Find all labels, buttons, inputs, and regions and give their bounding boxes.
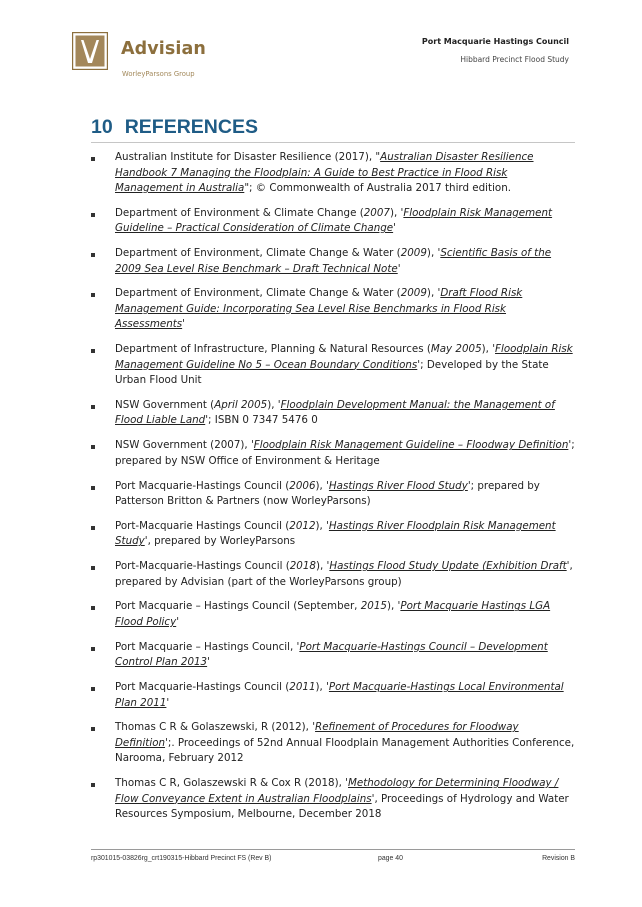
header-client: Port Macquarie Hastings Council: [421, 37, 569, 46]
reference-title: Australian Disaster Resilience Handbook 7 Managing the Floodplain: A Guide to Best Practice in Flood Risk Management in Australia: [115, 151, 534, 194]
reference-title: Hastings River Flood Study: [328, 479, 468, 492]
reference-title-close: ';: [568, 439, 575, 452]
reference-title: Floodplain Risk Management Guideline – Floodway Definition: [253, 439, 569, 452]
reference-title: Port Macquarie-Hastings Council – Development Control Plan 2013: [115, 640, 548, 669]
reference-details: Proceedings of 52nd Annual Floodplain Management Authorities Conference, Narooma, February 2012: [115, 736, 575, 765]
reference-date: 2012: [289, 519, 316, 532]
reference-prefix: Port Macquarie – Hastings Council (September,: [115, 600, 361, 613]
reference-details: ISBN 0 7347 5476 0: [211, 414, 318, 427]
reference-prefix: Port Macquarie-Hastings Council (: [115, 479, 290, 492]
reference-prefix: Port Macquarie – Hastings Council, ': [115, 640, 300, 653]
reference-separator: ), ': [315, 681, 329, 694]
section-number: 10: [91, 116, 113, 138]
reference-title: Hastings Flood Study Update (Exhibition Draft: [329, 560, 567, 573]
bullet-icon: [91, 293, 95, 297]
reference-title-close: ': [397, 262, 401, 275]
reference-details: Proceedings of Hydrology and Water Resources Symposium, Melbourne, December 2018: [115, 792, 569, 821]
bullet-icon: [91, 647, 95, 651]
reference-item: [91, 206, 578, 237]
reference-title-close: ',: [371, 792, 378, 805]
reference-title: Scientific Basis of the 2009 Sea Level Rise Benchmark – Draft Technical Note: [115, 247, 552, 275]
reference-prefix: Department of Environment, Climate Change & Water (: [115, 287, 401, 300]
reference-separator: ), ': [315, 479, 329, 492]
reference-separator: ), ': [386, 600, 401, 613]
reference-date: 2015: [360, 600, 387, 613]
bullet-icon: [91, 405, 95, 409]
reference-title-close: ': [207, 656, 210, 669]
bullet-icon: [91, 253, 95, 257]
advisian-logo: [72, 32, 212, 82]
reference-separator: ), ': [315, 560, 330, 573]
bullet-icon: [91, 486, 95, 490]
reference-title: Floodplain Risk Management Guideline – Practical Consideration of Climate Change: [115, 206, 553, 235]
reference-title: Port Macquarie-Hastings Local Environmental Plan 2011: [115, 681, 564, 709]
section-title-text: REFERENCES: [124, 116, 258, 138]
reference-title: Hastings River Floodplain Risk Management Study: [115, 519, 556, 548]
reference-details: prepared by Patterson Britton & Partners (now WorleyParsons): [115, 479, 540, 508]
reference-title-close: ';: [205, 414, 212, 427]
reference-date: 2009: [400, 287, 427, 300]
reference-prefix: Department of Environment, Climate Change & Water (: [115, 247, 401, 260]
bullet-icon: [91, 349, 95, 353]
reference-title: Methodology for Determining Floodway / Flow Conveyance Extent in Australian Floodplains: [115, 777, 559, 805]
reference-prefix: Department of Infrastructure, Planning & Natural Resources (: [115, 343, 431, 356]
reference-item: [91, 680, 578, 711]
reference-item: [91, 150, 578, 197]
reference-item: [91, 720, 578, 767]
reference-date: May 2005: [430, 343, 482, 356]
reference-separator: ), ': [389, 206, 404, 219]
reference-item: [91, 246, 578, 277]
section-title-divider: [91, 142, 575, 143]
bullet-icon: [91, 526, 95, 530]
reference-prefix: Thomas C R & Golaszewski, R (2012), ': [115, 721, 316, 734]
reference-prefix: NSW Government (: [115, 398, 215, 411]
reference-title-close: ': [176, 615, 180, 628]
bullet-icon: [91, 783, 95, 787]
bullet-icon: [91, 606, 95, 610]
reference-item: [91, 599, 578, 630]
reference-title-close: ";: [244, 182, 253, 194]
bullet-icon: [91, 687, 95, 691]
reference-details: prepared by NSW Office of Environment & Heritage: [115, 454, 380, 467]
reference-title-close: ': [166, 696, 170, 709]
reference-date: 2007: [363, 206, 390, 219]
reference-date: 2006: [289, 479, 316, 492]
advisian-logo-mark-icon: [72, 32, 108, 70]
reference-separator: ), ': [426, 247, 441, 260]
reference-item: [91, 776, 578, 823]
reference-title: Floodplain Risk Management Guideline No 5 – Ocean Boundary Conditions: [115, 343, 573, 371]
reference-title: Draft Flood Risk Management Guide: Incorporating Sea Level Rise Benchmarks in Flood Risk Assessments: [115, 287, 523, 331]
reference-title-close: ',: [566, 560, 573, 573]
reference-details: prepared by WorleyParsons: [150, 535, 296, 548]
reference-prefix: Australian Institute for Disaster Resilience (2017), ": [115, 151, 381, 163]
footer-doc-ref: rp301015-03826rg_crt190315-Hibbard Precinct FS (Rev B): [91, 855, 272, 862]
footer-revision: Revision B: [542, 855, 575, 862]
reference-title: Port Macquarie Hastings LGA Flood Policy: [115, 600, 551, 628]
brand-name: Advisian: [121, 39, 206, 59]
brand-subtitle: WorleyParsons Group: [122, 70, 195, 78]
reference-date: April 2005: [214, 398, 268, 411]
reference-date: 2011: [289, 681, 316, 694]
reference-item: [91, 286, 578, 333]
bullet-icon: [91, 727, 95, 731]
reference-item: [91, 519, 578, 550]
references-list: [91, 150, 578, 832]
reference-prefix: Department of Environment & Climate Change (: [115, 206, 364, 219]
reference-separator: ), ': [481, 343, 496, 356]
reference-item: [91, 640, 578, 671]
reference-item: [91, 438, 578, 469]
reference-title: Floodplain Development Manual: the Management of Flood Liable Land: [115, 398, 555, 427]
reference-item: [91, 398, 578, 429]
reference-title-close: ';.: [165, 736, 175, 749]
reference-separator: ), ': [426, 287, 441, 300]
reference-prefix: Port-Macquarie-Hastings Council (: [115, 560, 290, 573]
reference-details: © Commonwealth of Australia 2017 third edition.: [252, 182, 512, 194]
reference-separator: ), ': [267, 398, 281, 411]
header-project: Hibbard Precinct Flood Study: [460, 55, 569, 64]
reference-prefix: Thomas C R, Golaszewski R & Cox R (2018), ': [115, 777, 349, 790]
section-title: [91, 116, 258, 139]
reference-title-close: ';: [467, 479, 475, 492]
footer-divider: [91, 849, 575, 850]
bullet-icon: [91, 157, 95, 161]
reference-title-close: ': [393, 222, 396, 235]
reference-prefix: Port Macquarie-Hastings Council (: [115, 681, 290, 694]
reference-title: Refinement of Procedures for Floodway Definition: [115, 721, 519, 749]
reference-item: [91, 559, 578, 590]
reference-title-close: ',: [144, 535, 151, 548]
reference-prefix: NSW Government (2007), ': [115, 439, 254, 452]
bullet-icon: [91, 445, 95, 449]
reference-item: [91, 342, 578, 389]
reference-details: Developed by the State Urban Flood Unit: [115, 358, 549, 387]
reference-prefix: Port-Macquarie Hastings Council (: [115, 519, 290, 532]
reference-date: 2009: [400, 247, 427, 260]
bullet-icon: [91, 566, 95, 570]
reference-title-close: ';: [417, 358, 424, 371]
reference-item: [91, 479, 578, 510]
reference-title-close: ': [182, 318, 185, 331]
reference-date: 2018: [289, 560, 316, 573]
reference-details: prepared by Advisian (part of the WorleyParsons group): [115, 575, 402, 588]
footer-page-number: page 40: [378, 855, 403, 862]
reference-separator: ), ': [315, 519, 329, 532]
bullet-icon: [91, 213, 95, 217]
